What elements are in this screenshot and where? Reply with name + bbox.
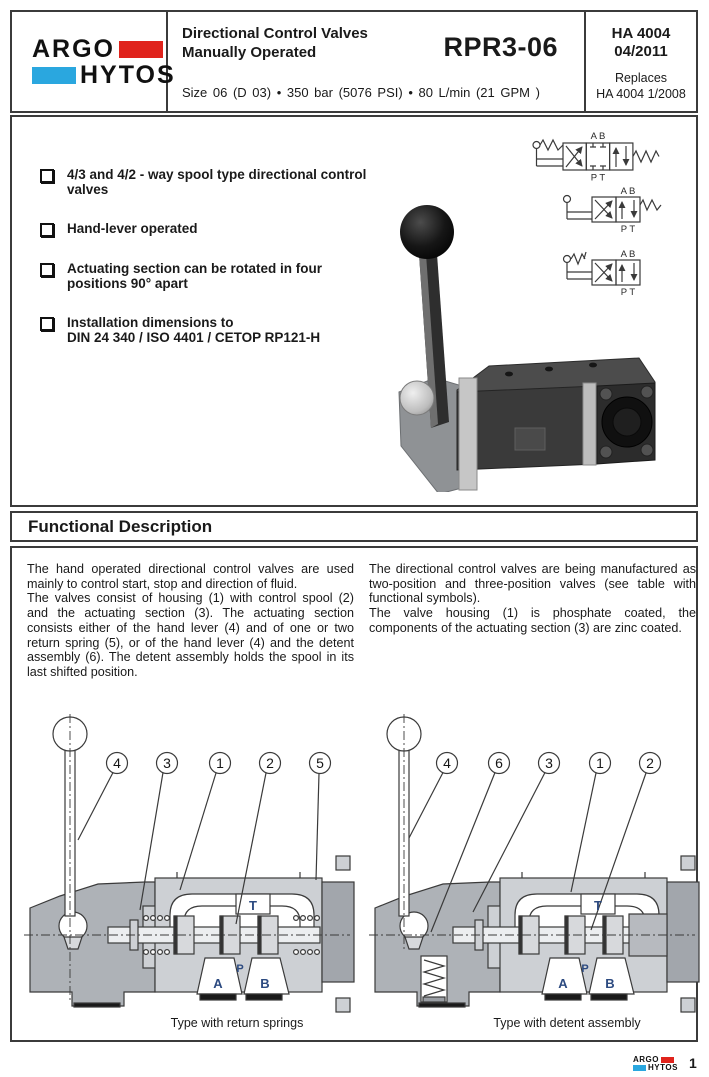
functional-description-section	[10, 546, 698, 1042]
description-column-left	[27, 562, 354, 680]
feature-item	[40, 221, 375, 237]
footer-brand-top: ARGO	[633, 1055, 659, 1064]
replaces-label: Replaces	[614, 71, 668, 85]
valve-photo-shapes	[399, 205, 655, 492]
feature-text	[67, 167, 366, 197]
footer-logo-row-bottom	[633, 1064, 678, 1072]
section-title: Functional Description	[28, 517, 213, 536]
feature-line: Actuating section can be rotated in four	[67, 261, 323, 276]
brand-red-block	[119, 41, 163, 58]
checkbox-icon	[40, 169, 54, 183]
description-column-right	[369, 562, 696, 636]
header	[10, 10, 698, 113]
callout-3: 3	[545, 755, 553, 771]
brand-logo	[32, 36, 176, 88]
port-p-label: P	[581, 963, 589, 975]
callout-1: 1	[216, 755, 224, 771]
title-cell	[168, 12, 586, 111]
product-photo	[387, 202, 672, 492]
brand-name-bottom: HYTOS	[80, 61, 176, 89]
port-t-label: T	[249, 898, 257, 913]
feature-line: Installation dimensions to	[67, 315, 234, 330]
features-section	[10, 115, 698, 507]
feature-line: Hand-lever operated	[67, 221, 198, 236]
port-b-label: B	[605, 976, 615, 991]
diagram-return-springs	[12, 710, 357, 1040]
logo-row-top	[32, 36, 176, 62]
doc-date: 04/2011	[614, 43, 668, 60]
diagram-caption-right: Type with detent assembly	[493, 1016, 641, 1030]
doc-title	[182, 24, 368, 62]
feature-text	[67, 261, 322, 291]
logo-cell	[12, 12, 176, 111]
footer-brand-bottom: HYTOS	[648, 1063, 678, 1072]
callout-3: 3	[163, 755, 171, 771]
port-a-label: A	[558, 976, 568, 991]
callout-5: 5	[316, 755, 324, 771]
callout-4: 4	[113, 755, 121, 771]
footer-blue-block	[633, 1065, 646, 1071]
doc-number-cell	[586, 12, 696, 111]
symbol-4-3-valve	[533, 140, 659, 170]
doc-title-line2: Manually Operated	[182, 44, 317, 61]
checkbox-icon	[40, 317, 54, 331]
functional-description-bar	[10, 511, 698, 542]
port-a-label: A	[213, 976, 223, 991]
product-code: RPR3-06	[443, 32, 558, 62]
feature-list	[40, 167, 375, 369]
callout-1: 1	[596, 755, 604, 771]
feature-line: positions 90° apart	[67, 276, 188, 291]
replaces-code: HA 4004 1/2008	[596, 87, 686, 101]
page-number: 1	[689, 1055, 697, 1071]
diagram-caption-left: Type with return springs	[170, 1016, 304, 1030]
feature-item	[40, 315, 375, 345]
doc-number	[586, 25, 696, 61]
callout-6: 6	[495, 755, 503, 771]
brand-name-top: ARGO	[32, 35, 115, 63]
symbol-ports-ab: A B	[620, 186, 636, 197]
feature-line: DIN 24 340 / ISO 4401 / CETOP RP121-H	[67, 330, 321, 345]
doc-code: HA 4004	[611, 25, 671, 42]
symbol-ports-pt: P T	[620, 287, 636, 298]
symbol-ports-pt: P T	[620, 224, 636, 235]
brand-blue-block	[32, 67, 76, 84]
port-b-label: B	[260, 976, 270, 991]
feature-item	[40, 261, 375, 291]
symbol-ports-ab: A B	[620, 249, 636, 260]
diagram-detent-assembly	[357, 710, 702, 1040]
port-p-label: P	[236, 963, 244, 975]
symbol-ports-ab: A B	[590, 131, 606, 142]
port-t-label: T	[594, 898, 602, 913]
feature-line: 4/3 and 4/2 - way spool type directional control	[67, 167, 367, 182]
footer-logo	[633, 1056, 678, 1072]
callout-2: 2	[646, 755, 654, 771]
feature-line: valves	[67, 182, 109, 197]
checkbox-icon	[40, 263, 54, 277]
callout-2: 2	[266, 755, 274, 771]
paragraph: The hand operated directional control valves are used mainly to control start, stop and direction of fluid.	[27, 562, 354, 591]
feature-text	[67, 221, 198, 237]
symbol-ports-pt: P T	[590, 172, 606, 184]
diagram-shapes	[24, 714, 354, 1012]
paragraph: The directional control valves are being manufactured as two-position and three-position valves (see table with functional symbols).	[369, 562, 696, 606]
paragraph: The valve housing (1) is phosphate coated, the components of the actuating section (3) are zinc coated.	[369, 606, 696, 635]
callout-4: 4	[443, 755, 451, 771]
paragraph: The valves consist of housing (1) with control spool (2) and the actuating section (3). The actuating section consists either of the hand lever (4) and of one or two return spring (5), or of the hand lever (4) and the detent assembly (6). The detent assembly holds the spool in its last shifted position.	[27, 591, 354, 679]
feature-text	[67, 315, 320, 345]
doc-title-line1: Directional Control Valves	[182, 25, 368, 42]
feature-item	[40, 167, 375, 197]
logo-row-bottom	[32, 62, 176, 88]
doc-replaces	[586, 70, 696, 102]
specs-line: Size 06 (D 03) • 350 bar (5076 PSI) • 80 L/min (21 GPM )	[182, 85, 540, 100]
checkbox-icon	[40, 223, 54, 237]
